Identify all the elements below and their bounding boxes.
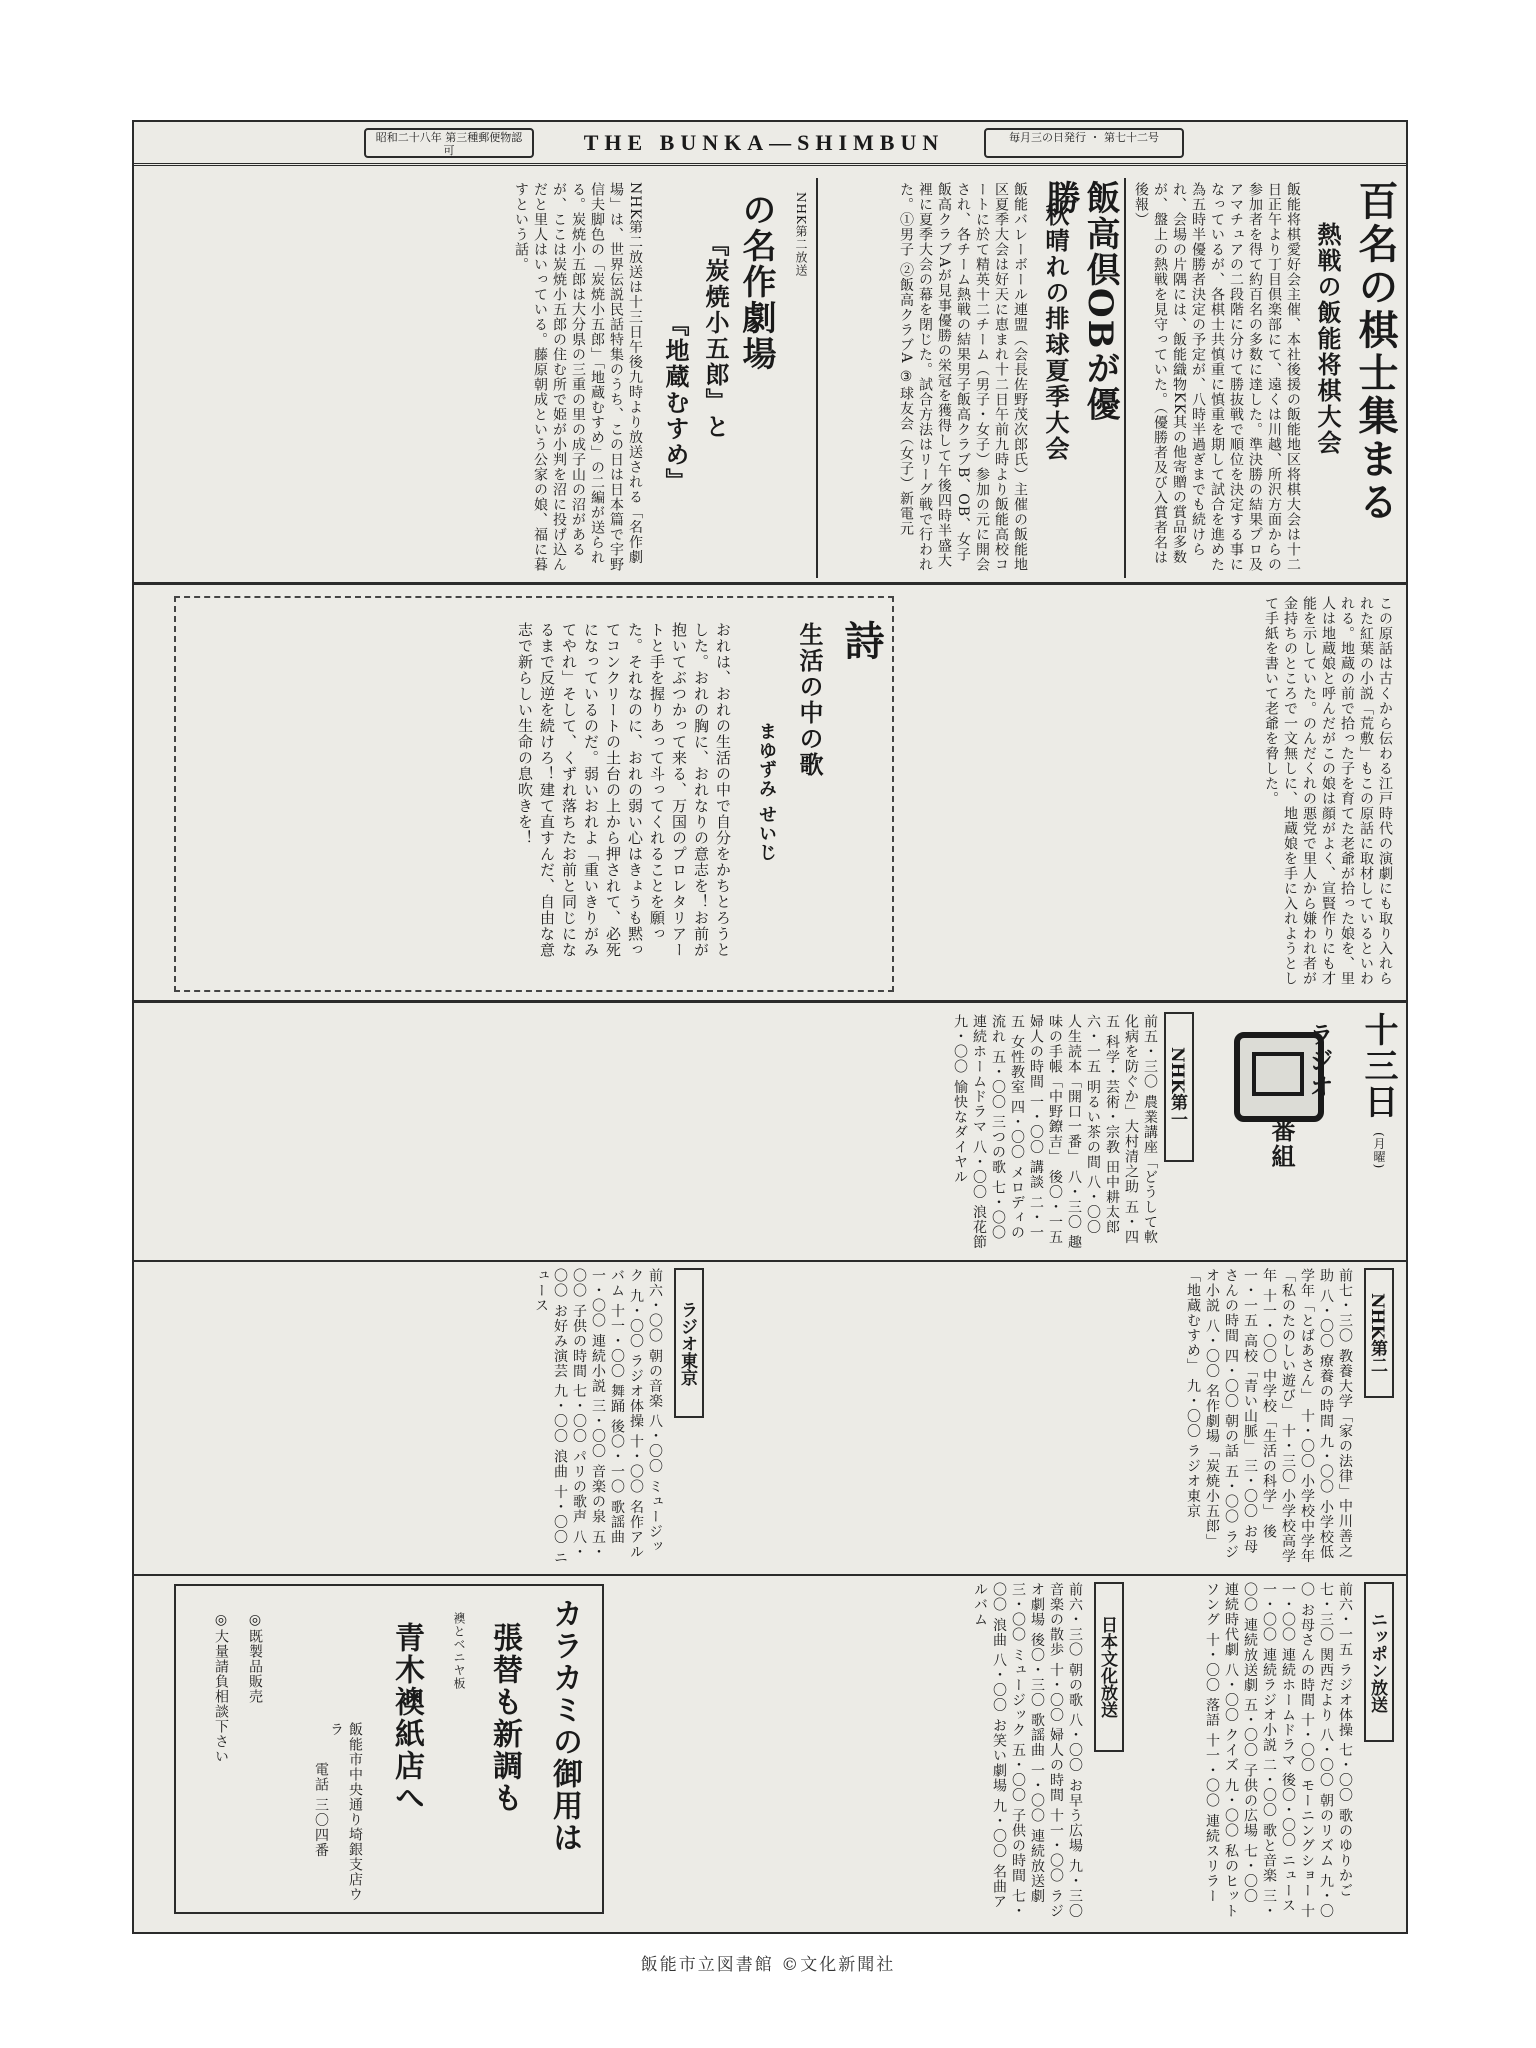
footer-credit: 飯能市立図書館 ©文化新聞社 bbox=[640, 1955, 896, 1975]
go-headline: 百名の棋士集まる bbox=[1352, 180, 1399, 524]
newspaper-page bbox=[132, 120, 1408, 1934]
poem-author: まゆずみ せいじ bbox=[756, 722, 777, 863]
nhk1-schedule: 前五・三〇 農業講座「どうして軟化病を防ぐか」大村清之助 五・四五 科学・芸術・宗教 田中耕太郎 六・一五 明るい茶の間 八・〇〇 人生読本「開口一番」 八・三〇 趣味の手帳「中野鐐吉」 後〇・一五 婦人の時間 一・〇〇 講談 二・一五 女性教室 四・〇〇 メロディの流れ 五・〇〇 三つの歌 七・〇〇 連続ホームドラマ 八・〇〇 浪花節 九・〇〇 愉快なダイヤル bbox=[952, 1014, 1158, 1250]
radio-tokyo-schedule: 前六・〇〇 朝の音楽 八・〇〇 ミュージック 九・〇〇 ラジオ体操 十・〇〇 名作アルバム 十一・〇〇 舞踊 後〇・一〇 歌謡曲 一・〇〇 連続小説 三・〇〇 音楽の泉 五・〇〇 子供の時間 七・〇〇 パリの歌声 八・〇〇 お好み演芸 九・〇〇 浪曲 十・〇〇 ニュース bbox=[533, 1268, 663, 1566]
station-nhk1: NHK第一 bbox=[1164, 1012, 1194, 1162]
postal-stamp-right: 毎月三の日発行 ・ 第七十二号 bbox=[984, 128, 1184, 158]
ad-note-2: ◎大量請負相談下さい bbox=[213, 1612, 229, 1764]
row-rule bbox=[134, 1260, 1406, 1262]
nhk2-schedule: 前七・三〇 教養大学「家の法律」中川善之助 八・〇〇 療養の時間 九・〇〇 小学校低学年「とばあさん」 十・〇〇 小学校中学年「私のたのしい遊び」 十・三〇 小学校高学年 十一・〇〇 中学校「生活の科学」 後一・一五 高校「青い山脈」 三・〇〇 お母さんの時間 四・〇〇 朝の話 五・〇〇 ラジオ小説 八・〇〇 名作劇場「炭焼小五郎」「地蔵むすめ」 九・〇〇 ラジオ東京 bbox=[1185, 1268, 1353, 1564]
bunka-schedule: 前六・三〇 朝の歌 八・〇〇 お早う広場 九・三〇 音楽の散歩 十・〇〇 婦人の時間 十一・〇〇 ラジオ劇場 後〇・三〇 歌謡曲 一・〇〇 連続放送劇 三・〇〇 ミュージック 五・〇〇 子供の時間 七・〇〇 浪曲 八・〇〇 お笑い劇場 九・〇〇 名曲アルバム bbox=[972, 1582, 1083, 1919]
volleyball-body: 飯能バレーボール連盟（会長佐野茂次郎氏）主催の飯能地区夏季大会は好天に恵まれ十二日午前九時より飯能高校コートに於て精英十二チーム（男子・女子）参加の元に開会され、各チーム熱戦の結果男子飯高クラブB、OB、女子飯高クラブAが見事優勝の栄冠を獲得して午後四時半盛大裡に夏季大会の幕を閉じた。試合方法はリーグ戦で行われた。①男子 ②飯高クラブA ③球友会（女子）新電元 bbox=[898, 182, 1028, 572]
ad-small: 襖とベニヤ板 bbox=[452, 1612, 466, 1690]
station-nhk2: NHK第二 bbox=[1364, 1268, 1394, 1398]
poem-title: 生活の中の歌 bbox=[795, 622, 824, 778]
poem-label: 詩 bbox=[838, 620, 885, 663]
ad-lead: カラカミの御用は bbox=[547, 1598, 582, 1854]
radio-logo bbox=[1222, 1022, 1338, 1172]
theater-body: NHK第二放送は十三日午後九時より放送される「名作劇場」は、世界伝説民話特集のうち、この日は日本篇で宇野信夫脚色の「炭焼小五郎」「地蔵むすめ」の二編が送られる。炭焼小五郎は大分県の三重の里の成子山の沼があるが、ここは炭焼小五郎の住む所で姫が小判を沼に投げ込んだと里人はいっている。藤原朝成という公家の娘、福に暮すという話。 bbox=[513, 182, 643, 572]
section-rule bbox=[134, 582, 1406, 585]
radio-logo-top: ラジオ bbox=[1305, 1022, 1334, 1100]
postal-stamp-left: 昭和二十八年 第三種郵便物認可 bbox=[364, 128, 534, 158]
theater-continuation: この原話は古くから伝わる江戸時代の演劇にも取り入れられた紅葉の小説「荒敷」もこの原話に取材しているといわれる。地蔵の前で拾った子を育てた老爺が拾った娘を、里人は地蔵娘と呼んだがこの娘は顔がよく、宣賢作りにも才能を示していた。のんだくれの悪党で里人から嫌われ者が金持ちのところで一文無しに、地蔵娘を手に入れようとして手紙を書いて老爺を脅した。 bbox=[1263, 596, 1393, 986]
nippon-schedule: 前六・一五 ラジオ体操 七・〇〇 歌のゆりかご 七・三〇 関西だより 八・〇〇 朝のリズム 九・〇〇 お母さんの時間 十・〇〇 モーニングショー 十一・〇〇 連続ホームドラマ 後〇・〇〇 ニュース 一・〇〇 連続ラジオ小説 二・〇〇 歌と音楽 三・〇〇 連続放送劇 五・〇〇 子供の広場 七・〇〇 連続時代劇 八・〇〇 クイズ 九・〇〇 私のヒットソング 十・〇〇 落語 十一・〇〇 連続スリラー bbox=[1204, 1582, 1353, 1919]
theater-title-1: 『炭焼小五郎』と bbox=[701, 232, 730, 440]
ad-address: 飯能市中央通り埼銀支店ウラ bbox=[328, 1722, 363, 1902]
ad-note-1: ◎既製品販売 bbox=[247, 1612, 263, 1704]
masthead bbox=[134, 122, 1406, 166]
go-body: 飯能将棋愛好会主催、本社後援の飯能地区将棋大会は十二日正午より丁目倶楽部にて、遠くは川越、所沢方面からの参加者を得て約百名の多数に達した。準決勝の結果プロ及アマチュアの二段階に分けて勝抜戦で順位を決定する事になっているが、各棋士共慎重に慎重を期して試合を進めた為五時半優勝者決定の予定が、八時半過ぎまでも続けられ、会場の片隅には、飯能織物KK其の他寄贈の賞品多数が、盤上の熱戦を見守っていた。（優勝者及び入賞者名は後報） bbox=[1133, 182, 1301, 572]
volleyball-subhead: 秋晴れの排球夏季大会 bbox=[1041, 202, 1070, 462]
volleyball-headline: 飯高倶OBが優勝 bbox=[1040, 180, 1120, 423]
radio-logo-bottom: 番組 bbox=[1267, 1118, 1296, 1170]
theater-headline: の名作劇場 bbox=[736, 192, 776, 372]
row-rule bbox=[134, 1574, 1406, 1576]
column-rule bbox=[1124, 178, 1126, 578]
column-rule bbox=[816, 178, 818, 578]
ad-shop-name: 青木襖紙店へ bbox=[389, 1622, 424, 1814]
theater-title-2: 『地蔵むすめ』 bbox=[661, 312, 690, 494]
masthead-title: THE BUNKA—SHIMBUN bbox=[583, 130, 945, 155]
poem-body: おれは、おれの生活の中で自分をかちとろうとした。おれの胸に、おれなりの意志を！お前が抱いてぶつかって来る、万国のプロレタリアートと手を握りあって斗ってくれることを願った。それなのに、おれの弱い心はきょうも黙ってコンクリートの土台の上から押されて、必死になっているのだ。弱いおれよ「重いきりがみてやれ」そして、くずれ落ちたお前と同じになるまで反逆を続けろ！建て直すんだ、自由な意志で新らしい生命の息吹きを！ bbox=[516, 622, 732, 958]
ad-middle: 張替も新調も bbox=[487, 1622, 522, 1814]
section-rule bbox=[134, 1000, 1406, 1003]
station-radio-tokyo: ラジオ東京 bbox=[674, 1268, 704, 1418]
station-bunka: 日本文化放送 bbox=[1094, 1582, 1124, 1752]
radio-date: 十三日 bbox=[1358, 1012, 1398, 1120]
ad-phone: 電話 三〇四番 bbox=[313, 1762, 329, 1858]
station-nippon: ニッポン放送 bbox=[1364, 1582, 1394, 1742]
radio-weekday: (月曜) bbox=[1372, 1132, 1386, 1170]
go-subhead: 熱戦の飯能将棋大会 bbox=[1313, 222, 1342, 456]
theater-label: NHK第二放送 bbox=[794, 192, 808, 277]
